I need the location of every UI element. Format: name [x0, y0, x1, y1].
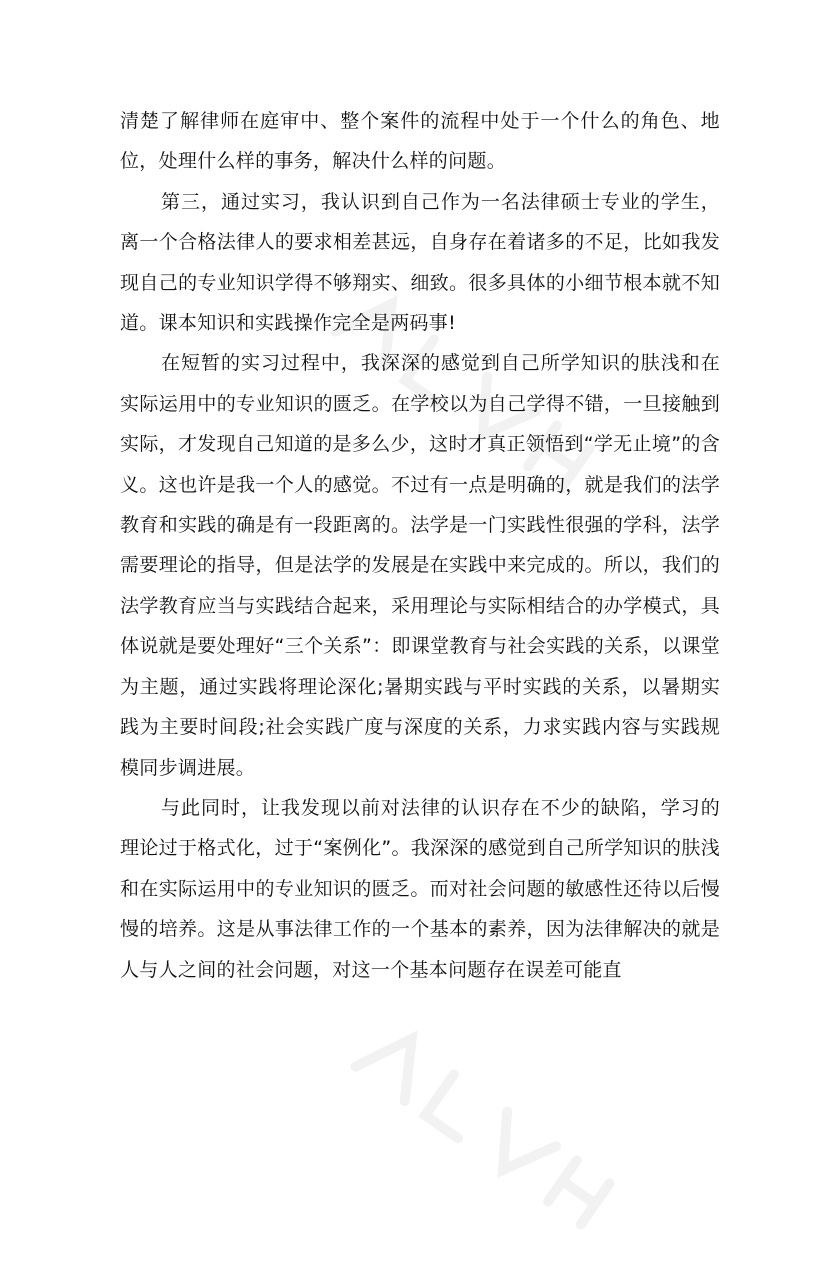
watermark-bottom: [327, 1004, 634, 1262]
paragraph-1: 清楚了解律师在庭审中、整个案件的流程中处于一个什么的角色、地位，处理什么样的事务，解决什么样的问题。: [120, 110, 720, 173]
paragraph-2: 第三，通过实习，我认识到自己作为一名法律硕士专业的学生，离一个合格法律人的要求相差甚远，自身存在着诸多的不足，比如我发现自己的专业知识学得不够翔实、细致。很多具体的小细节根本就不知道。课本知识和实践操作完全是两码事!: [120, 190, 720, 335]
document-body: [120, 101, 720, 990]
paragraph-3: 在短暂的实习过程中，我深深的感觉到自己所学知识的肤浅和在实际运用中的专业知识的匮乏。在学校以为自己学得不错，一旦接触到实际，才发现自己知道的是多么少，这时才真正领悟到“学无止境”的含义。这也许是我一个人的感觉。不过有一点是明确的，就是我们的法学教育和实践的确是有一段距离的。法学是一门实践性很强的学科，法学需要理论的指导，但是法学的发展是在实践中来完成的。所以，我们的法学教育应当与实践结合起来，采用理论与实际相结合的办学模式，具体说就是要处理好“三个关系”：即课堂教育与社会实践的关系，以课堂为主题，通过实践将理论深化;暑期实践与平时实践的关系，以暑期实践为主要时间段;社会实践广度与深度的关系，力求实践内容与实践规模同步调进展。: [120, 352, 720, 779]
watermark-logo-icon: [336, 1004, 633, 1250]
paragraph-4: 与此同时，让我发现以前对法律的认识存在不少的缺陷，学习的理论过于格式化，过于“案例化”。我深深的感觉到自己所学知识的肤浅和在实际运用中的专业知识的匮乏。而对社会问题的敏感性还待以后慢慢的培养。这是从事法律工作的一个基本的素养，因为法律解决的就是人与人之间的社会问题，对这一个基本问题存在误差可能直: [120, 796, 720, 981]
